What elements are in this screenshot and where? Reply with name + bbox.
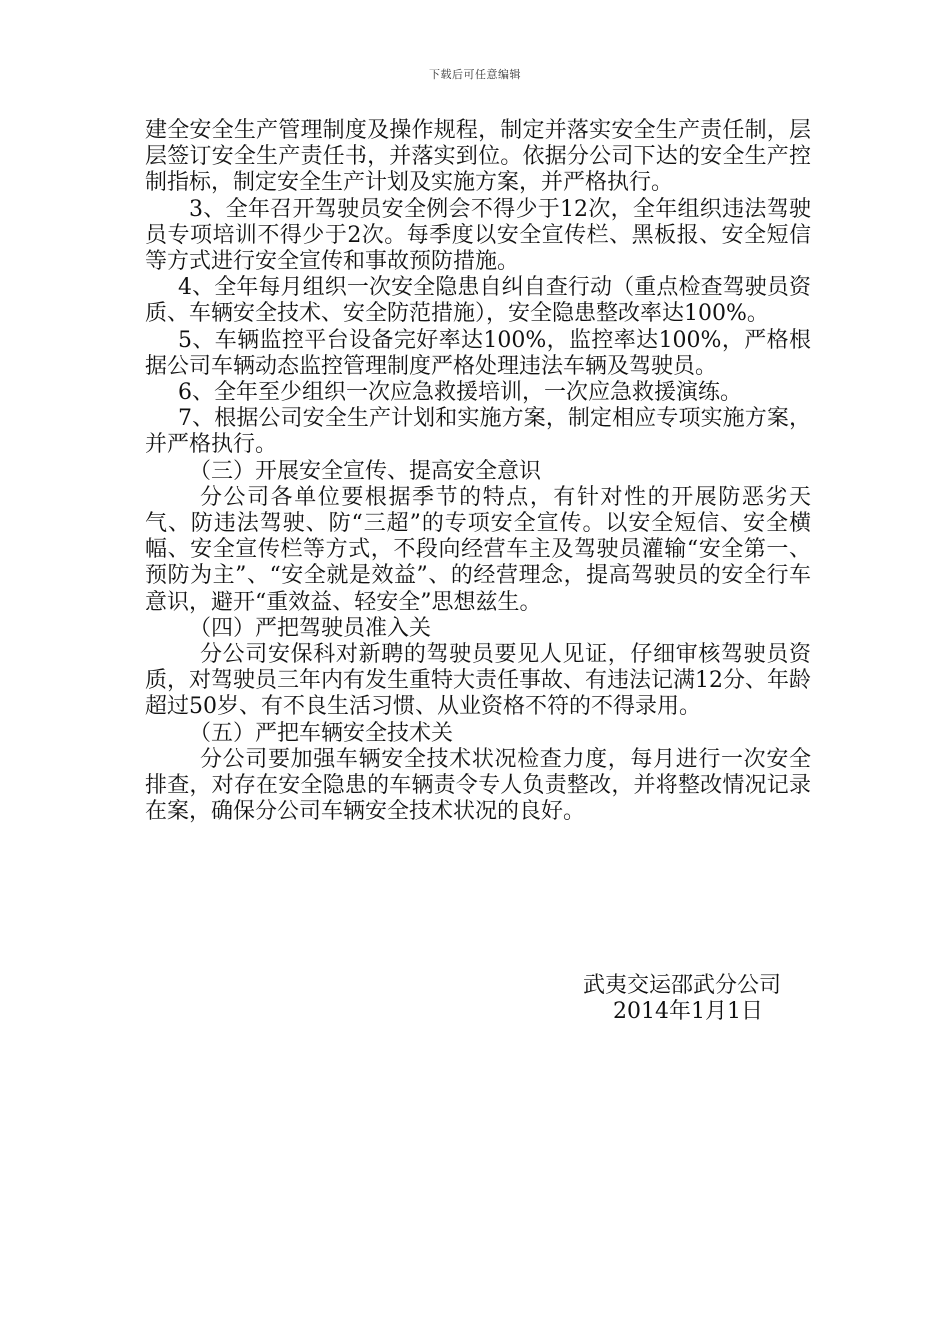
paragraph-vehicle-safety: 分公司要加强车辆安全技术状况检查力度，每月进行一次安全排查，对存在安全隐患的车辆责令专人负责整改，并将整改情况记录在案，确保分公司车辆安全技术状况的良好。 — [145, 746, 811, 825]
paragraph-item-6: 6、全年至少组织一次应急救援培训，一次应急救援演练。 — [178, 380, 742, 406]
paragraph-item-4: 4、全年每月组织一次安全隐患自纠自查行动（重点检查驾驶员资质、车辆安全技术、安全防范措施），安全隐患整改率达100%。 — [145, 275, 811, 327]
section-heading-3: （三）开展安全宣传、提高安全意识 — [189, 458, 542, 484]
document-body — [145, 118, 811, 825]
paragraph-item-5: 5、车辆监控平台设备完好率达100%，监控率达100%，严格根据公司车辆动态监控管理制度严格处理违法车辆及驾驶员。 — [145, 327, 811, 379]
paragraph-item-3: 3、全年召开驾驶员安全例会不得少于12次，全年组织违法驾驶员专项培训不得少于2次。每季度以安全宣传栏、黑板报、安全短信等方式进行安全宣传和事故预防措施。 — [145, 196, 811, 275]
section-heading-4: （四）严把驾驶员准入关 — [189, 615, 432, 641]
paragraph-item-7: 7、根据公司安全生产计划和实施方案，制定相应专项实施方案，并严格执行。 — [145, 406, 811, 458]
signature-org-text: 武夷交运邵武分公司 — [583, 973, 782, 998]
header-note: 下载后可任意编辑 — [429, 68, 521, 81]
paragraph-driver-admission: 分公司安保科对新聘的驾驶员要见人见证，仔细审核驾驶员资质，对驾驶员三年内有发生重特大责任事故、有违法记满12分、年龄超过50岁、有不良生活习惯、从业资格不符的不得录用。 — [145, 642, 811, 720]
signature-date-text: 2014年1月1日 — [613, 999, 763, 1024]
paragraph-management-rules: 建全安全生产管理制度及操作规程，制定并落实安全生产责任制，层层签订安全生产责任书，并落实到位。依据分公司下达的安全生产控制指标，制定安全生产计划及实施方案，并严格执行。 — [145, 118, 811, 196]
paragraph-safety-publicity: 分公司各单位要根据季节的特点，有针对性的开展防恶劣天气、防违法驾驶、防“三超”的专项安全宣传。以安全短信、安全横幅、安全宣传栏等方式，不段向经营车主及驾驶员灌输“安全第一、预防为主”、“安全就是效益”、的经营理念，提高驾驶员的安全行车意识，避开“重效益、轻安全”思想兹生。 — [145, 484, 811, 615]
section-heading-5: （五）严把车辆安全技术关 — [189, 720, 454, 746]
